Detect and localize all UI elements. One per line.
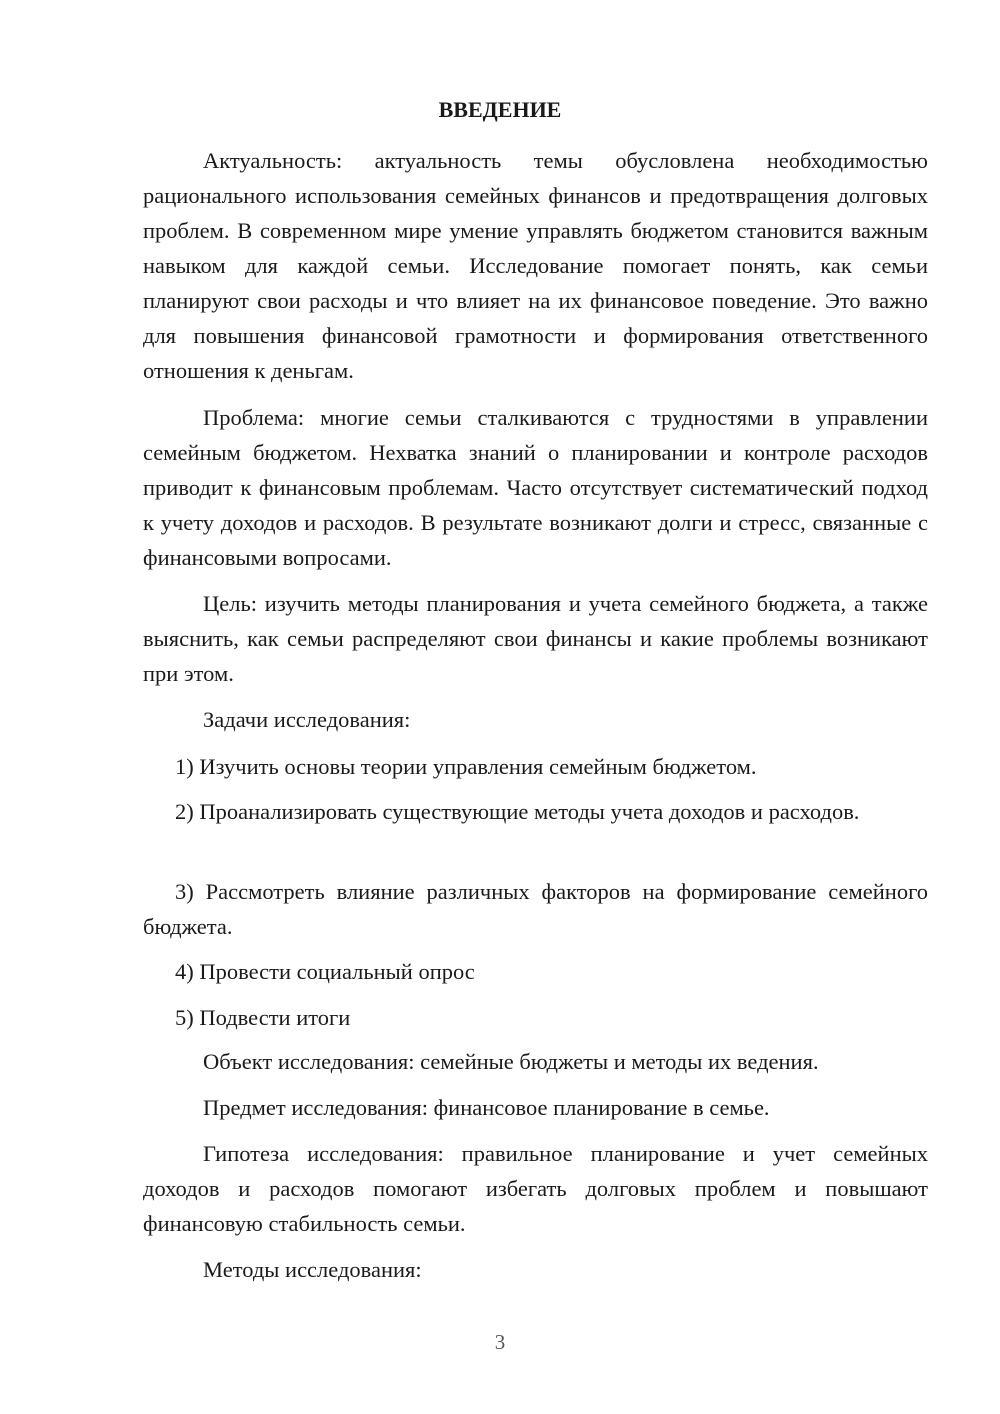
paragraph-relevance: Актуальность: актуальность темы обусловлена необходимостью рационального использования семейных финансов и предотвращения долговых проблем. В современном мире умение управлять бюджетом становится важным навыком для каждой семьи. Исследование помогает понять, как семьи планируют свои расходы и что влияет на их финансовое поведение. Это важно для повышения финансовой грамотности и формирования ответственного отношения к деньгам. [143, 148, 928, 383]
paragraph-goal: Цель: изучить методы планирования и учета семейного бюджета, а также выяснить, как семьи распределяют свои финансы и какие проблемы возникают при этом. [143, 591, 928, 686]
task-item-5: 5) Подвести итоги [175, 1005, 351, 1030]
paragraph-hypothesis: Гипотеза исследования: правильное планирование и учет семейных доходов и расходов помогают избегать долговых проблем и повышают финансовую стабильность семьи. [143, 1141, 928, 1236]
task-item-2: 2) Проанализировать существующие методы учета доходов и расходов. [175, 799, 860, 824]
paragraph-subject: Предмет исследования: финансовое планирование в семье. [203, 1095, 770, 1120]
paragraph-object: Объект исследования: семейные бюджеты и методы их ведения. [203, 1049, 819, 1074]
task-item-3: 3) Рассмотреть влияние различных факторов на формирование семейного бюджета. [143, 879, 928, 939]
page-title: ВВЕДЕНИЕ [438, 97, 562, 122]
task-item-4: 4) Провести социальный опрос [175, 959, 475, 984]
task-item-1: 1) Изучить основы теории управления семейным бюджетом. [175, 754, 757, 779]
paragraph-tasks-heading: Задачи исследования: [203, 707, 411, 732]
paragraph-problem: Проблема: многие семьи сталкиваются с трудностями в управлении семейным бюджетом. Нехватка знаний о планировании и контроле расходов приводит к финансовым проблемам. Часто отсутствует систематический подход к учету доходов и расходов. В результате возникают долги и стресс, связанные с финансовыми вопросами. [143, 405, 928, 570]
paragraph-methods: Методы исследования: [203, 1257, 422, 1282]
page-number: 3 [494, 1330, 506, 1354]
